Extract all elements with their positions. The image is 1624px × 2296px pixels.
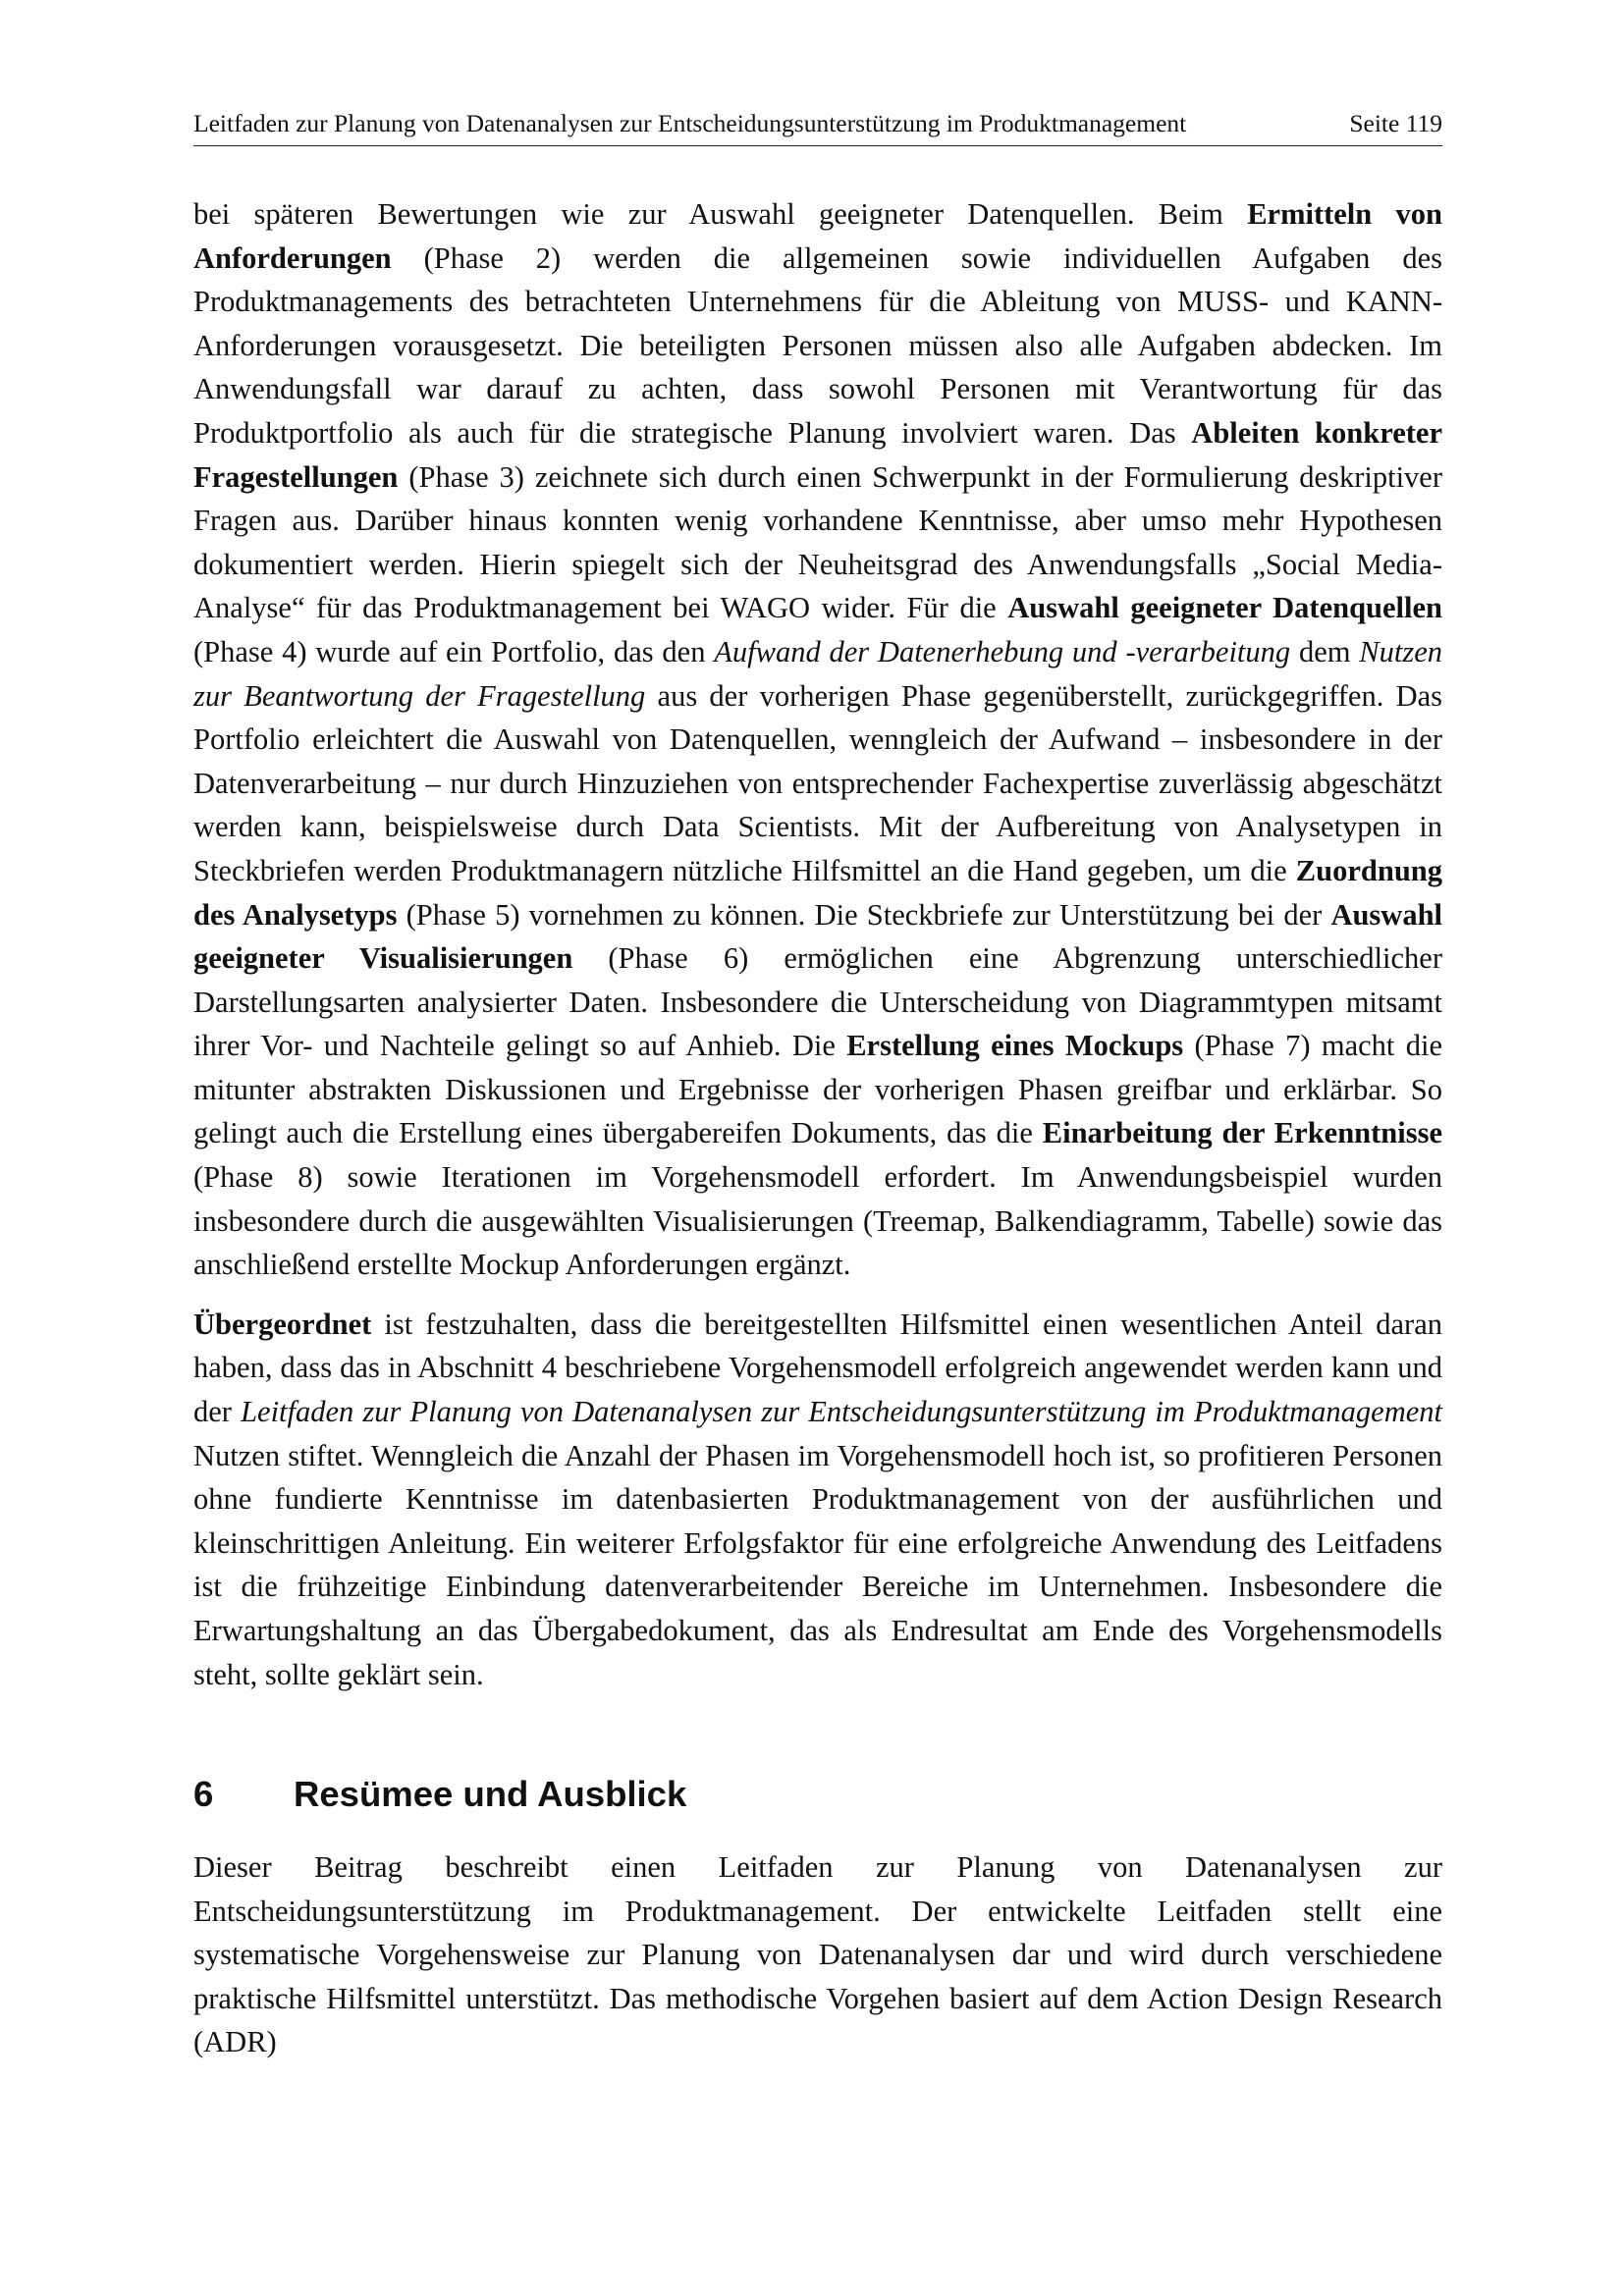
bold-term: Auswahl geeigneter Visualisierungen: [193, 897, 1443, 976]
text-run: aus der vorherigen Phase gegenüberstellt, zurückgegriffen. Das Portfolio erleichtert die Auswahl von Datenquellen, wenngleich der Aufwand – insbesondere in der Datenverarbeitung – nur durch Hinzuziehen von entsprechender Fachexpertise zuverlässig abgeschätzt werden kann, beispielsweise durch Data Scientists. Mit der Aufbereitung von Analysetypen in Steckbriefen werden Produktmanagern nützliche Hilfsmittel an die Hand gegeben, um die: [193, 678, 1442, 887]
italic-term: Leitfaden zur Planung von Datenanalysen zur Entscheidungsunterstützung im Produktmanagement: [241, 1395, 1442, 1429]
text-run: (Phase 3) zeichnete sich durch einen Schwerpunkt in der Formulierung deskriptiver Fragen aus. Darüber hinaus konnten wenig vorhandene Kenntnisse, aber umso mehr Hypothesen dokumentiert werden. Hierin spiegelt sich der Neuheitsgrad des Anwendungsfalls „Social Media-Analyse“ für das Produktmanagement bei WAGO wider. Für die: [193, 459, 1442, 625]
text-run: Nutzen stiftet. Wenngleich die Anzahl der Phasen im Vorgehensmodell hoch ist, so profitieren Personen ohne fundierte Kenntnisse im datenbasierten Produktmanagement von der ausführlichen und kleinschrittigen Anleitung. Ein weiterer Erfolgsfaktor für eine erfolgreiche Anwendung des Leitfadens ist die frühzeitige Einbindung datenverarbeitender Bereiche im Unternehmen. Insbesondere die Erwartungshaltung an das Übergabedokument, das als Endresultat am Ende des Vorgehensmodells steht, sollte geklärt sein.: [193, 1438, 1442, 1691]
text-run: (Phase 6) ermöglichen eine Abgrenzung unterschiedlicher Darstellungsarten analysierter Daten. Insbesondere die Unterscheidung von Diagrammtypen mitsamt ihrer Vor- und Nachteile gelingt so auf Anhieb. Die: [193, 941, 1442, 1063]
bold-term: Auswahl geeigneter Datenquellen: [1007, 591, 1442, 625]
section-heading: [193, 1773, 1442, 1816]
text-run: (Phase 2) werden die allgemeinen sowie individuellen Aufgaben des Produktmanagements des betrachteten Unternehmens für die Ableitung von MUSS- und KANN-Anforderungen vorausgesetzt. Die beteiligten Personen müssen also alle Aufgaben abdecken. Im Anwendungsfall war darauf zu achten, dass sowohl Personen mit Verantwortung für das Produktportfolio als auch für die strategische Planung involviert waren. Das: [193, 240, 1442, 450]
paragraph-phases: [193, 192, 1442, 1287]
bold-term: Einarbeitung der Erkenntnisse: [1042, 1116, 1442, 1150]
section-number: 6: [193, 1774, 214, 1815]
bold-term: Erstellung eines Mockups: [846, 1029, 1184, 1063]
section-title: Resümee und Ausblick: [294, 1774, 687, 1815]
paragraph-summary: [193, 1303, 1442, 1696]
italic-term: Nutzen zur Beantwortung der Fragestellung: [193, 634, 1442, 713]
running-header-title: Leitfaden zur Planung von Datenanalysen zur Entscheidungsunterstützung im Produktmanagement: [193, 109, 1187, 137]
text-run: ist festzuhalten, dass die bereitgestellten Hilfsmittel einen wesentlichen Anteil daran haben, dass das in Abschnitt 4 beschriebene Vorgehensmodell erfolgreich angewendet werden kann und der: [193, 1307, 1442, 1429]
text-run: bei späteren Bewertungen wie zur Auswahl geeigneter Datenquellen. Beim: [193, 197, 1248, 231]
bold-term: Ermitteln von Anforderungen: [193, 197, 1442, 275]
bold-term: Übergeordnet: [193, 1307, 372, 1341]
text-run: (Phase 7) macht die mitunter abstrakten Diskussionen und Ergebnisse der vorherigen Phasen greifbar und erklärbar. So gelingt auch die Erstellung eines übergabereifen Dokuments, das die: [193, 1029, 1442, 1150]
body-text: [193, 192, 1442, 2064]
text-run: (Phase 8) sowie Iterationen im Vorgehensmodell erfordert. Im Anwendungsbeispiel wurden insbesondere durch die ausgewählten Visualisierungen (Treemap, Balkendiagramm, Tabelle) sowie das anschließend erstellte Mockup Anforderungen ergänzt.: [193, 1160, 1442, 1282]
bold-term: Zuordnung des Analysetyps: [193, 853, 1442, 932]
page-number: Seite 119: [1349, 109, 1442, 137]
text-run: (Phase 4) wurde auf ein Portfolio, das den: [193, 634, 715, 668]
text-run: (Phase 5) vornehmen zu können. Die Steckbriefe zur Unterstützung bei der: [397, 897, 1331, 932]
italic-term: Aufwand der Datenerhebung und -verarbeitung: [714, 634, 1291, 668]
running-header: [193, 109, 1442, 146]
text-run: dem: [1290, 634, 1360, 668]
bold-term: Ableiten konkreter Fragestellungen: [193, 415, 1442, 494]
paragraph-conclusion: Dieser Beitrag beschreibt einen Leitfaden zur Planung von Datenanalysen zur Entscheidungsunterstützung im Produktmanagement. Der entwickelte Leitfaden stellt eine systematische Vorgehensweise zur Planung von Datenanalysen dar und wird durch verschiedene praktische Hilfsmittel unterstützt. Das methodische Vorgehen basiert auf dem Action Design Research (ADR): [193, 1849, 1442, 2059]
